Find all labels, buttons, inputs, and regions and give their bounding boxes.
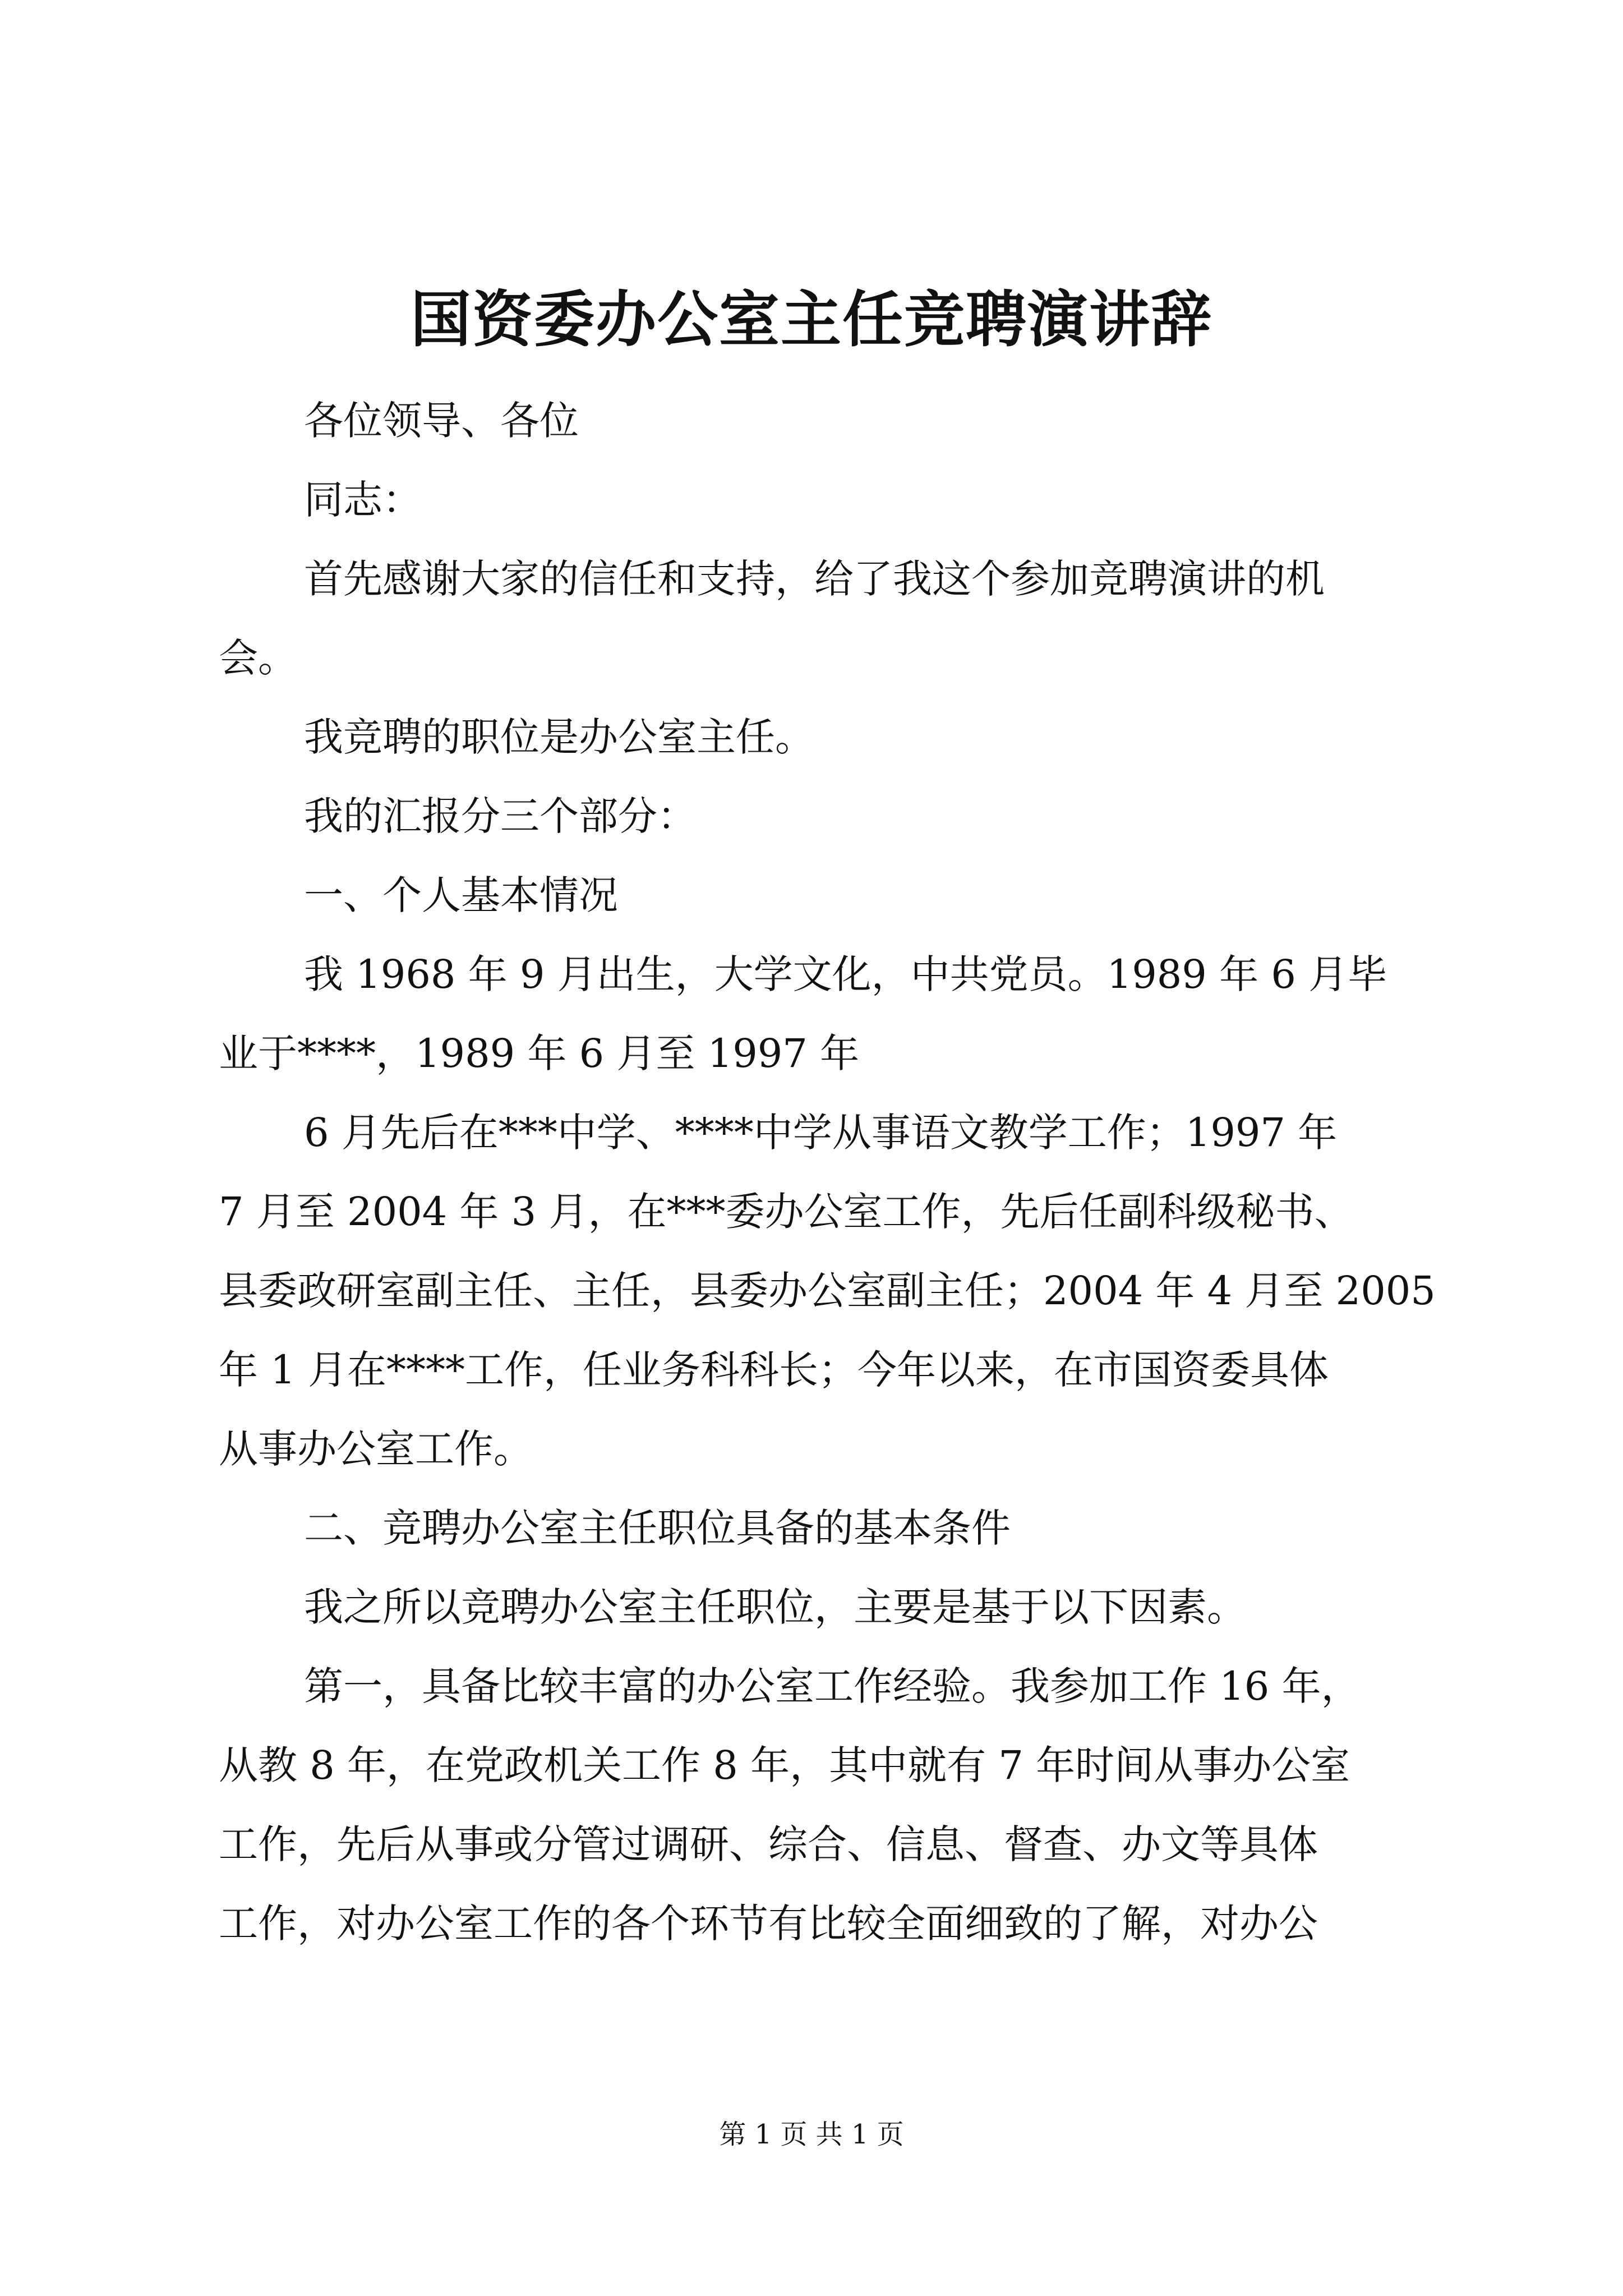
document-title: 国资委办公室主任竞聘演讲辞: [410, 284, 1212, 355]
body-line: 年 1 月在****工作，任业务科科长；今年以来，在市国资委具体: [219, 1347, 1329, 1393]
body-line: 6 月先后在***中学、****中学从事语文教学工作；1997 年: [304, 1110, 1338, 1156]
body-line: 从事办公室工作。: [219, 1426, 533, 1472]
body-line: 工作，对办公室工作的各个环节有比较全面细致的了解，对办公: [219, 1901, 1318, 1947]
document-body: [219, 381, 1436, 1963]
page-footer: 第 1 页 共 1 页: [719, 2119, 904, 2150]
body-line: 业于****，1989 年 6 月至 1997 年: [219, 1030, 860, 1076]
body-line: 同志：: [304, 477, 422, 523]
section-heading: 二、竞聘办公室主任职位具备的基本条件: [304, 1505, 1011, 1551]
body-line: 第一，具备比较丰富的办公室工作经验。我参加工作 16 年，: [304, 1663, 1361, 1709]
body-line: 从教 8 年，在党政机关工作 8 年，其中就有 7 年时间从事办公室: [219, 1742, 1350, 1788]
body-line: 工作，先后从事或分管过调研、综合、信息、督查、办文等具体: [219, 1821, 1318, 1867]
section-heading: 一、个人基本情况: [304, 872, 618, 918]
body-line: 各位领导、各位: [304, 398, 579, 444]
body-line: 我 1968 年 9 月出生，大学文化，中共党员。1989 年 6 月毕: [304, 951, 1387, 997]
body-line: 7 月至 2004 年 3 月，在***委办公室工作，先后任副科级秘书、: [219, 1189, 1354, 1235]
body-line: 首先感谢大家的信任和支持，给了我这个参加竞聘演讲的机: [304, 556, 1325, 602]
body-line: 我之所以竞聘办公室主任职位，主要是基于以下因素。: [304, 1584, 1246, 1630]
body-line: 我的汇报分三个部分：: [304, 793, 697, 839]
body-line: 我竞聘的职位是办公室主任。: [304, 714, 814, 760]
body-line: 会。: [219, 635, 297, 681]
body-line: 县委政研室副主任、主任，县委办公室副主任；2004 年 4 月至 2005: [219, 1268, 1436, 1314]
